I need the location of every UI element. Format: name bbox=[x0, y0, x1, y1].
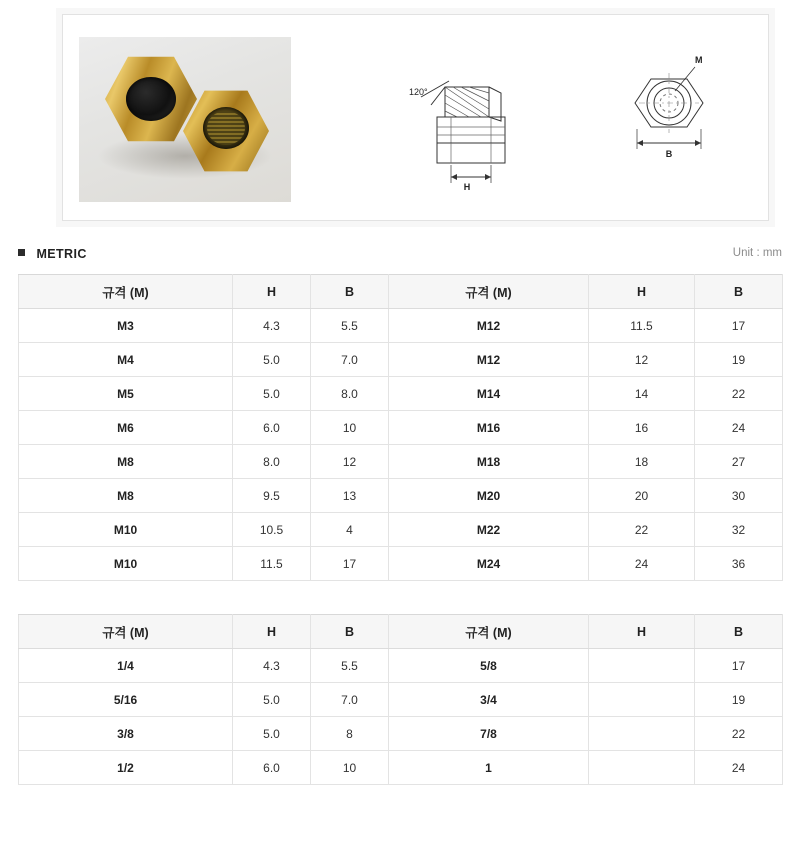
section-header bbox=[18, 245, 782, 267]
cell-b-left: 7.0 bbox=[311, 683, 389, 717]
inch-table-body bbox=[19, 649, 783, 785]
cell-h-right: 22 bbox=[589, 513, 695, 547]
column-header-b-1: B bbox=[311, 615, 389, 649]
cell-h-left: 10.5 bbox=[233, 513, 311, 547]
angle-label: 120° bbox=[409, 87, 428, 97]
table-header-row bbox=[19, 615, 783, 649]
cell-h-left: 11.5 bbox=[233, 547, 311, 581]
cell-h-right bbox=[589, 683, 695, 717]
height-dim-label: H bbox=[463, 182, 471, 192]
cell-b-right: 36 bbox=[695, 547, 783, 581]
cell-size-right: M12 bbox=[389, 309, 589, 343]
cell-b-right: 17 bbox=[695, 309, 783, 343]
column-header-size-1: 규격 (M) bbox=[19, 615, 233, 649]
cell-h-left: 4.3 bbox=[233, 309, 311, 343]
column-header-size-2: 규격 (M) bbox=[389, 615, 589, 649]
column-header-b-2: B bbox=[695, 275, 783, 309]
cell-b-right: 19 bbox=[695, 343, 783, 377]
cell-h-left: 8.0 bbox=[233, 445, 311, 479]
metric-table-body bbox=[19, 309, 783, 581]
product-photo bbox=[79, 37, 291, 202]
cell-b-left: 10 bbox=[311, 411, 389, 445]
cell-size-right: M14 bbox=[389, 377, 589, 411]
cell-size-left: M10 bbox=[19, 513, 233, 547]
cell-h-right: 11.5 bbox=[589, 309, 695, 343]
table-row bbox=[19, 479, 783, 513]
cell-b-right: 22 bbox=[695, 717, 783, 751]
cell-size-left: M3 bbox=[19, 309, 233, 343]
cell-b-right: 24 bbox=[695, 411, 783, 445]
cell-h-left: 9.5 bbox=[233, 479, 311, 513]
cell-b-left: 4 bbox=[311, 513, 389, 547]
table-row bbox=[19, 377, 783, 411]
metric-table bbox=[18, 274, 783, 581]
cell-h-left: 4.3 bbox=[233, 649, 311, 683]
column-header-size-2: 규격 (M) bbox=[389, 275, 589, 309]
cell-size-left: M4 bbox=[19, 343, 233, 377]
column-header-size-1: 규격 (M) bbox=[19, 275, 233, 309]
cell-b-right: 22 bbox=[695, 377, 783, 411]
cell-h-right: 20 bbox=[589, 479, 695, 513]
nut-thread-icon bbox=[207, 111, 245, 145]
nut-bore-icon bbox=[126, 77, 176, 121]
inch-table-head bbox=[19, 615, 783, 649]
cell-b-right: 32 bbox=[695, 513, 783, 547]
cell-size-right: 3/4 bbox=[389, 683, 589, 717]
cell-size-right: M20 bbox=[389, 479, 589, 513]
cell-size-right: M24 bbox=[389, 547, 589, 581]
table-row bbox=[19, 309, 783, 343]
top-view-diagram bbox=[591, 43, 751, 193]
cell-h-right bbox=[589, 717, 695, 751]
cell-size-left: M6 bbox=[19, 411, 233, 445]
column-header-h-2: H bbox=[589, 275, 695, 309]
table-row bbox=[19, 513, 783, 547]
cell-size-left: M10 bbox=[19, 547, 233, 581]
cell-size-right: M18 bbox=[389, 445, 589, 479]
cell-b-left: 12 bbox=[311, 445, 389, 479]
cell-size-left: M8 bbox=[19, 479, 233, 513]
square-bullet-icon bbox=[18, 249, 25, 256]
cell-b-left: 17 bbox=[311, 547, 389, 581]
figure-panel bbox=[62, 14, 769, 221]
cell-b-right: 30 bbox=[695, 479, 783, 513]
cell-h-left: 6.0 bbox=[233, 411, 311, 445]
cell-h-right bbox=[589, 649, 695, 683]
cell-size-right: M22 bbox=[389, 513, 589, 547]
lock-nut-photo-secondary bbox=[183, 89, 269, 173]
cell-size-right: M12 bbox=[389, 343, 589, 377]
figure-inner bbox=[71, 23, 760, 212]
cell-h-left: 6.0 bbox=[233, 751, 311, 785]
table-row bbox=[19, 411, 783, 445]
cell-h-left: 5.0 bbox=[233, 683, 311, 717]
cell-b-left: 13 bbox=[311, 479, 389, 513]
cell-b-left: 8 bbox=[311, 717, 389, 751]
cell-h-left: 5.0 bbox=[233, 717, 311, 751]
cell-h-right: 16 bbox=[589, 411, 695, 445]
cell-size-right: 7/8 bbox=[389, 717, 589, 751]
unit-label: Unit : mm bbox=[732, 247, 782, 259]
table-row bbox=[19, 649, 783, 683]
cell-b-left: 10 bbox=[311, 751, 389, 785]
cell-b-right: 17 bbox=[695, 649, 783, 683]
section-title: METRIC bbox=[36, 247, 87, 261]
cell-b-left: 8.0 bbox=[311, 377, 389, 411]
cell-h-left: 5.0 bbox=[233, 377, 311, 411]
cell-size-right: M16 bbox=[389, 411, 589, 445]
table-row bbox=[19, 751, 783, 785]
table-row bbox=[19, 717, 783, 751]
column-header-h-2: H bbox=[589, 615, 695, 649]
cell-size-right: 1 bbox=[389, 751, 589, 785]
cell-b-left: 7.0 bbox=[311, 343, 389, 377]
inch-table bbox=[18, 614, 783, 785]
column-header-b-2: B bbox=[695, 615, 783, 649]
table-row bbox=[19, 343, 783, 377]
cell-b-right: 24 bbox=[695, 751, 783, 785]
cell-size-left: 3/8 bbox=[19, 717, 233, 751]
cell-h-right: 18 bbox=[589, 445, 695, 479]
cell-size-left: M5 bbox=[19, 377, 233, 411]
cell-size-left: 1/2 bbox=[19, 751, 233, 785]
column-header-h-1: H bbox=[233, 615, 311, 649]
cell-h-right: 14 bbox=[589, 377, 695, 411]
side-view-diagram bbox=[401, 43, 561, 193]
column-header-b-1: B bbox=[311, 275, 389, 309]
cell-b-left: 5.5 bbox=[311, 649, 389, 683]
cell-h-right: 24 bbox=[589, 547, 695, 581]
cell-b-right: 27 bbox=[695, 445, 783, 479]
width-dim-label: B bbox=[665, 149, 673, 159]
cell-h-right bbox=[589, 751, 695, 785]
table-header-row bbox=[19, 275, 783, 309]
cell-h-right: 12 bbox=[589, 343, 695, 377]
thread-label: M bbox=[695, 55, 703, 65]
column-header-h-1: H bbox=[233, 275, 311, 309]
table-row bbox=[19, 547, 783, 581]
cell-h-left: 5.0 bbox=[233, 343, 311, 377]
cell-size-left: M8 bbox=[19, 445, 233, 479]
cell-b-left: 5.5 bbox=[311, 309, 389, 343]
cell-size-right: 5/8 bbox=[389, 649, 589, 683]
cell-size-left: 1/4 bbox=[19, 649, 233, 683]
cell-b-right: 19 bbox=[695, 683, 783, 717]
cell-size-left: 5/16 bbox=[19, 683, 233, 717]
table-row bbox=[19, 683, 783, 717]
metric-table-head bbox=[19, 275, 783, 309]
table-row bbox=[19, 445, 783, 479]
